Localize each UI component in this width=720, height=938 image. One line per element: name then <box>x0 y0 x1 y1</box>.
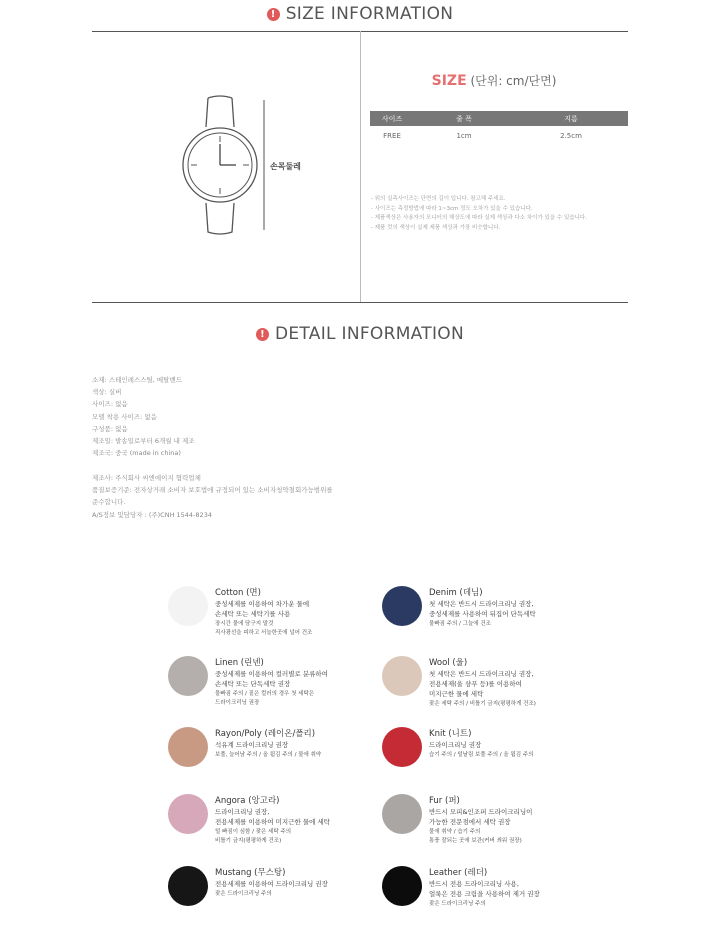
care-caution-line: 드라이크리닝 권장 <box>215 700 260 706</box>
detail-line: 구성품: 없음 <box>92 424 128 433</box>
care-caution-line: 비틀기 금지(평평하게 건조) <box>215 838 282 844</box>
care-caution-line: 잦은 드라이크리닝 주의 <box>215 891 272 897</box>
care-instructions <box>429 879 540 899</box>
header-band-width: 줄 폭 <box>456 114 472 123</box>
fabric-swatch-icon <box>382 866 422 906</box>
fabric-swatch-icon <box>168 866 208 906</box>
care-instruction-line: 석유계 드라이크리닝 권장 <box>215 741 289 749</box>
care-caution-line: 습기 주의 / 털날림 보풀 주의 / 올 튐김 주의 <box>429 752 534 758</box>
fabric-name: Angora (앙고라) <box>215 796 280 806</box>
care-instruction-line: 드라이크리닝 권장, <box>215 808 270 816</box>
care-caution-line: 직사광선을 피하고 서늘한곳에 널어 건조 <box>215 630 313 636</box>
care-instructions <box>429 669 534 699</box>
middle-divider <box>92 302 628 303</box>
fabric-name: Knit (니트) <box>429 729 472 739</box>
alert-icon: ! <box>256 328 269 341</box>
care-instruction-line: 전용세제를 이용하여 미지근한 물에 세탁 <box>215 818 331 826</box>
fabric-name: Denim (데님) <box>429 588 483 598</box>
cell-band-width: 1cm <box>456 132 472 140</box>
note-line: - 제품 컷의 색상이 실제 제품 색상과 가장 비슷합니다. <box>371 224 501 231</box>
detail-line: 제조일: 발송일로부터 6개월 내 제조 <box>92 437 195 446</box>
fabric-swatch-icon <box>168 794 208 834</box>
detail-line: A/S정보 및담당자 : (주)CNH 1544-8234 <box>92 510 212 519</box>
cell-diameter: 2.5cm <box>560 132 582 140</box>
fabric-swatch-icon <box>382 656 422 696</box>
care-caution-line: 물에 취약 / 습기 주의 <box>429 829 481 835</box>
care-cautions <box>215 690 314 708</box>
care-instructions <box>429 740 481 750</box>
care-instructions <box>215 879 328 889</box>
care-instructions <box>215 740 288 750</box>
care-instructions <box>215 807 330 827</box>
watch-illustration-icon <box>170 90 270 240</box>
fabric-name: Fur (퍼) <box>429 796 460 806</box>
care-instruction-line: 손세탁 또는 세탁기를 사용 <box>215 610 291 618</box>
wrist-circumference-label: 손목둘레 <box>270 162 301 171</box>
care-instruction-line: 가능한 전문점에서 세탁 권장 <box>429 818 511 826</box>
detail-line: 제조사: 주식회사 씨엔에이지 협력업체 <box>92 474 201 482</box>
fabric-name: Cotton (면) <box>215 588 261 598</box>
fabric-name: Linen (린넨) <box>215 658 264 668</box>
care-instruction-line: 첫 세탁은 반드시 드라이크리닝 권장, <box>429 670 534 678</box>
care-instruction-line: 중성세제를 이용하여 컬러별로 분류하여 <box>215 670 328 678</box>
header-diameter: 지름 <box>564 114 578 123</box>
care-cautions <box>429 700 536 709</box>
fabric-name: Leather (레더) <box>429 868 488 878</box>
size-table-header <box>370 111 628 126</box>
care-instruction-line: 첫 세탁은 반드시 드라이크리닝 권장, <box>429 600 534 608</box>
detail-line: 품질보증기준: 전자상거래 소비자 보호법에 규정되어 있는 소비자청약철회가능범위를 <box>92 486 333 495</box>
header-size: 사이즈 <box>381 114 403 123</box>
care-instruction-line: 중성세제를 사용하여 뒤집어 단독세탁 <box>429 610 536 618</box>
care-cautions <box>215 620 312 638</box>
table-row <box>370 126 628 146</box>
care-instruction-line: 전용세제를 이용하여 드라이크리닝 권장 <box>215 880 328 888</box>
detail-line: 준수합니다. <box>92 498 126 507</box>
care-instruction-line: 중성세제를 이용하여 차가운 물에 <box>215 600 310 608</box>
detail-line: 제조국: 중국 (made in china) <box>92 449 181 458</box>
detail-line: 사이즈: 없음 <box>92 400 128 409</box>
care-caution-line: 보풀, 늘어남 주의 / 올 튐김 주의 / 물에 취약 <box>215 752 322 758</box>
detail-specs <box>92 374 195 459</box>
care-caution-line: 잦은 세탁 주의 / 비틀기 금지(평평하게 건조) <box>429 701 536 707</box>
care-instruction-line: 전용세제(울 샴푸 등)를 이용하여 <box>429 680 522 688</box>
care-caution-line: 통풍 잘되는 곳에 보관(커버 씌워 권장) <box>429 838 522 844</box>
care-cautions <box>429 828 522 846</box>
care-cautions <box>215 751 321 760</box>
care-cautions <box>215 890 272 899</box>
size-heading: SIZE (단위: cm/단면) <box>431 73 557 89</box>
cell-size: FREE <box>383 132 401 140</box>
detail-line: 모델 착용 사이즈: 없음 <box>92 412 157 421</box>
care-cautions <box>429 620 491 629</box>
care-instruction-line: 드라이크리닝 권장 <box>429 741 482 749</box>
fabric-swatch-icon <box>168 656 208 696</box>
detail-line: 색상: 실버 <box>92 388 122 397</box>
care-instruction-line: 얼룩은 전용 크림을 사용하여 제거 권장 <box>429 890 540 898</box>
detail-manufacturer <box>92 472 333 521</box>
care-caution-line: 물빠짐 주의 / 짙은 컬러의 경우 첫 세탁은 <box>215 691 315 697</box>
care-caution-line: 장시간 물에 담구지 말것 <box>215 621 274 627</box>
care-instructions <box>429 807 532 827</box>
fabric-name: Wool (울) <box>429 658 468 668</box>
care-caution-line: 물빠짐 주의 / 그늘에 건조 <box>429 621 491 627</box>
fabric-swatch-icon <box>382 586 422 626</box>
care-instruction-line: 반드시 모피&인조퍼 드라이크리닝이 <box>429 808 533 816</box>
fabric-name: Mustang (무스탕) <box>215 868 286 878</box>
fabric-swatch-icon <box>382 727 422 767</box>
care-instruction-line: 미지근한 물에 세탁 <box>429 690 484 698</box>
care-instructions <box>215 669 328 689</box>
note-line: - 제품색상은 사용자의 모니터의 해상도에 따라 실제 색상과 다소 차이가 있을 수 있습니다. <box>371 215 587 221</box>
alert-icon: ! <box>267 8 280 21</box>
care-cautions <box>429 751 533 760</box>
detail-line: 소재: 스테인레스스틸, 메탈밴드 <box>92 376 183 384</box>
care-cautions <box>429 900 486 909</box>
size-notes <box>371 195 587 233</box>
care-caution-line: 잦은 드라이크리닝 주의 <box>429 901 486 907</box>
fabric-swatch-icon <box>168 586 208 626</box>
note-line: - 사이즈는 측정방법에 따라 1~3cm 정도 오차가 있을 수 있습니다. <box>371 205 533 212</box>
fabric-swatch-icon <box>382 794 422 834</box>
size-table <box>370 111 628 146</box>
care-cautions <box>215 828 291 846</box>
detail-information-title: ! DETAIL INFORMATION <box>0 324 720 344</box>
care-instruction-line: 손세탁 또는 단독세탁 권장 <box>215 680 291 688</box>
fabric-name: Rayon/Poly (레이온/폴리) <box>215 729 316 739</box>
care-instruction-line: 반드시 전용 드라이크리닝 사용, <box>429 880 519 888</box>
note-line: - 위의 실측사이즈는 단면의 길이 입니다. 참고해 주세요. <box>371 196 506 202</box>
size-information-title: ! SIZE INFORMATION <box>0 4 720 24</box>
care-instructions <box>215 599 309 619</box>
fabric-swatch-icon <box>168 727 208 767</box>
care-caution-line: 털 빠짐이 심함 / 잦은 세탁 주의 <box>215 829 292 835</box>
care-instructions <box>429 599 536 619</box>
